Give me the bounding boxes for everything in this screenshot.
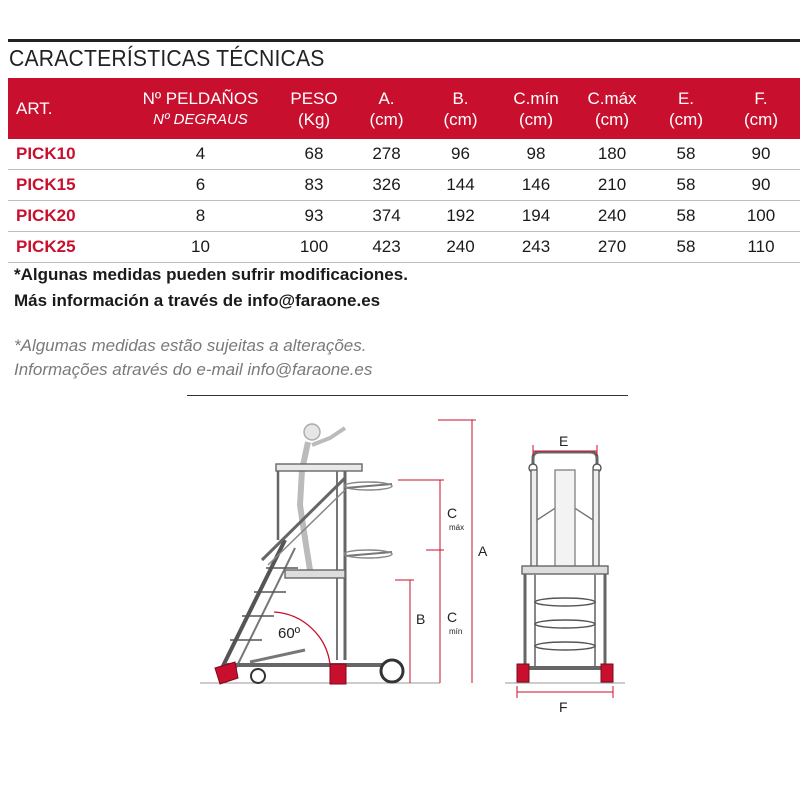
article-code: PICK10 <box>8 139 123 170</box>
table-cell: 278 <box>350 139 423 170</box>
table-cell: 83 <box>278 170 350 201</box>
label-f: F <box>559 699 568 715</box>
side-foot-front <box>215 662 238 684</box>
person-head <box>304 424 320 440</box>
top-rule <box>8 39 800 42</box>
label-e: E <box>559 433 569 449</box>
note-es-line2: Más información a través de info@faraone.es <box>14 291 381 310</box>
table-header-row <box>8 78 800 139</box>
front-platform <box>522 566 608 574</box>
table-cell: 240 <box>574 201 650 232</box>
table-cell: 10 <box>123 232 278 263</box>
label-c-max: C <box>447 505 458 521</box>
dimension-lines-side <box>395 420 476 683</box>
table-cell: 98 <box>498 139 574 170</box>
table-cell: 58 <box>650 232 722 263</box>
table-cell: 180 <box>574 139 650 170</box>
article-code: PICK15 <box>8 170 123 201</box>
person-body <box>300 442 310 570</box>
table-cell: 6 <box>123 170 278 201</box>
front-foot-left <box>517 664 529 682</box>
label-c-max-sub: máx <box>449 523 465 532</box>
table-cell: 374 <box>350 201 423 232</box>
label-b: B <box>416 611 426 627</box>
table-row <box>8 139 800 170</box>
note-es-line1: *Algunas medidas pueden sufrir modificaciones. <box>14 265 408 284</box>
note-pt-line1: *Algumas medidas estão sujeitas a alterações. <box>14 336 367 355</box>
table-cell: 90 <box>722 170 800 201</box>
wheel-rear <box>381 660 403 682</box>
table-row <box>8 201 800 232</box>
table-cell: 68 <box>278 139 350 170</box>
header-art: ART. <box>8 78 123 139</box>
table-cell: 146 <box>498 170 574 201</box>
label-c-min-sub: mín <box>449 627 463 636</box>
table-cell: 58 <box>650 201 722 232</box>
front-foot-right <box>601 664 613 682</box>
table-cell: 58 <box>650 139 722 170</box>
work-platform <box>285 570 345 578</box>
header-f: F. (cm) <box>722 78 800 139</box>
article-code: PICK20 <box>8 201 123 232</box>
table-cell: 4 <box>123 139 278 170</box>
table-cell: 192 <box>423 201 498 232</box>
table-cell: 58 <box>650 170 722 201</box>
label-a: A <box>478 543 488 559</box>
front-view-ladder <box>518 452 612 670</box>
header-peldanos: Nº PELDAÑOS Nº DEGRAUS <box>123 78 278 139</box>
table-cell: 100 <box>722 201 800 232</box>
table-cell: 270 <box>574 232 650 263</box>
note-pt-line2: Informações através do e-mail info@faraone.es <box>14 360 373 379</box>
header-cmax: C.máx (cm) <box>574 78 650 139</box>
side-view-ladder <box>222 424 403 683</box>
table-cell: 423 <box>350 232 423 263</box>
header-peso: PESO (Kg) <box>278 78 350 139</box>
ladder-diagram <box>0 396 800 716</box>
header-b: B. (cm) <box>423 78 498 139</box>
table-cell: 240 <box>423 232 498 263</box>
article-code: PICK25 <box>8 232 123 263</box>
table-row <box>8 232 800 263</box>
table-cell: 144 <box>423 170 498 201</box>
top-handrail <box>276 464 362 471</box>
side-foot-rear <box>330 664 346 684</box>
table-cell: 243 <box>498 232 574 263</box>
table-cell: 93 <box>278 201 350 232</box>
table-row <box>8 170 800 201</box>
wheel-front <box>251 669 265 683</box>
table-cell: 326 <box>350 170 423 201</box>
specs-table <box>8 78 800 263</box>
table-cell: 194 <box>498 201 574 232</box>
header-cmin: C.mín (cm) <box>498 78 574 139</box>
table-cell: 96 <box>423 139 498 170</box>
table-cell: 8 <box>123 201 278 232</box>
angle-label: 60º <box>278 625 301 642</box>
label-c-min: C <box>447 609 458 625</box>
table-cell: 210 <box>574 170 650 201</box>
header-a: A. (cm) <box>350 78 423 139</box>
table-cell: 110 <box>722 232 800 263</box>
header-e: E. (cm) <box>650 78 722 139</box>
page-title: CARACTERÍSTICAS TÉCNICAS <box>9 45 325 71</box>
table-cell: 100 <box>278 232 350 263</box>
table-cell: 90 <box>722 139 800 170</box>
